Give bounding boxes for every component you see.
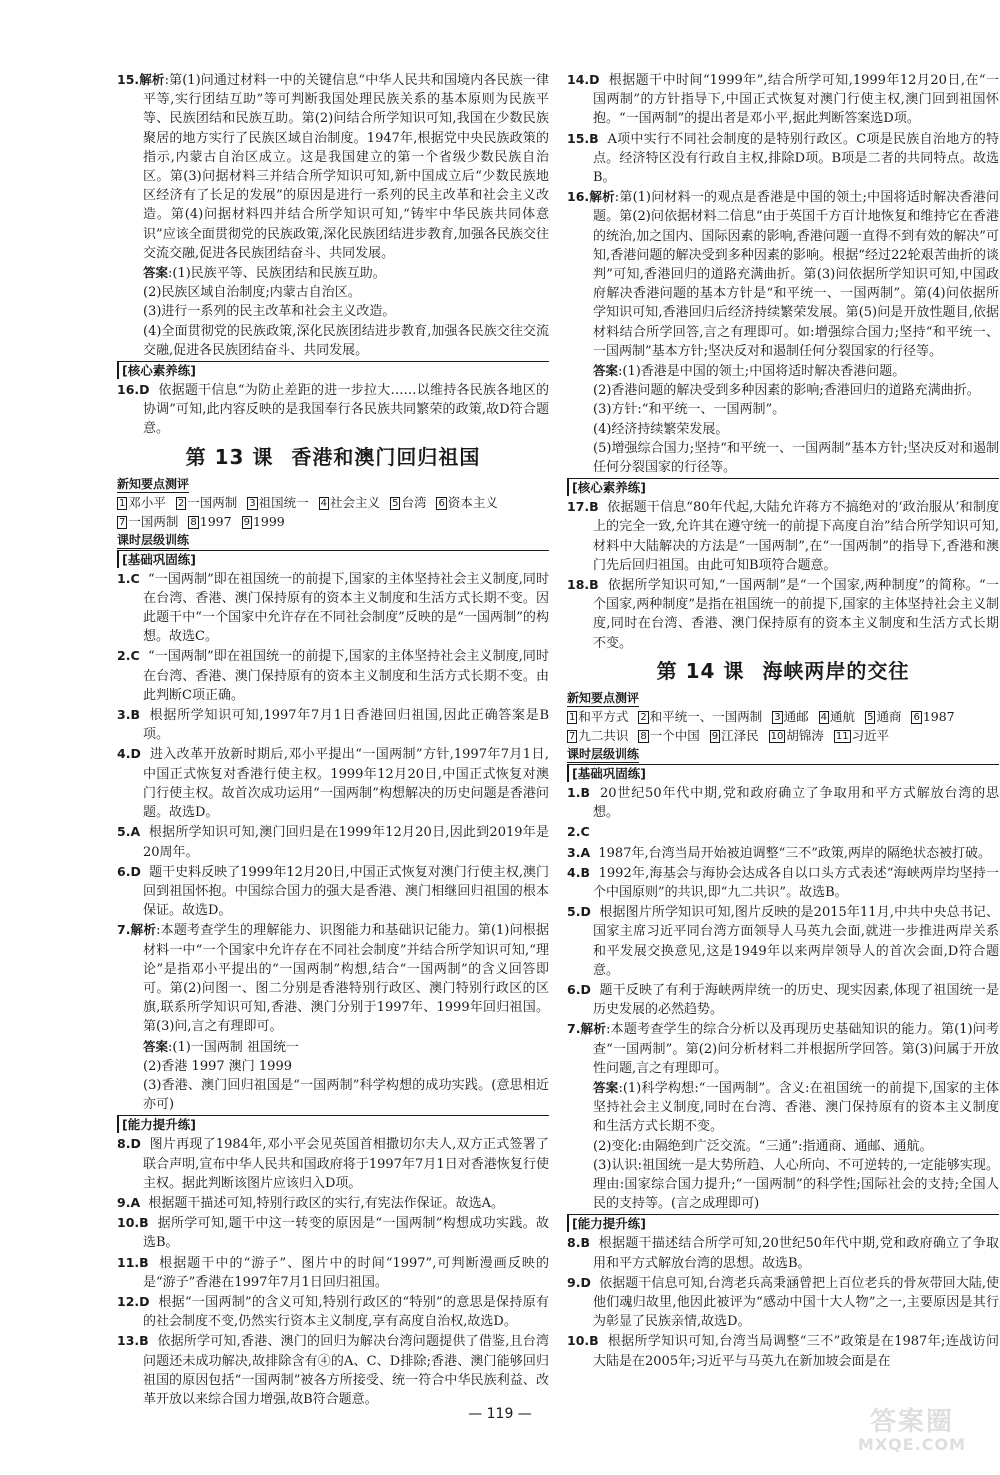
item-text: 根据图片所学知识可知,图片反映的是2015年11月,中共中央总书记、国家主席习近平同台湾方面领导人马英九会面,就进一步推进两岸关系和平发展交换意见,这是1949年以来两岸领导人的首次会面,D符合题意。 <box>593 905 999 978</box>
page-number: — 119 — <box>468 1406 532 1422</box>
fill-number-box: 1 <box>569 711 576 723</box>
answer-item <box>567 187 999 361</box>
fill-answer <box>390 493 426 512</box>
answer-item <box>117 705 549 744</box>
fill-number-box: 6 <box>438 497 445 509</box>
fill-text: 一国两制 <box>128 513 179 529</box>
watermark-url: MXQE.COM <box>857 1435 967 1454</box>
fill-text: 通商 <box>876 708 902 724</box>
fill-number-box: 3 <box>249 497 256 509</box>
item-number: 7. <box>567 1021 581 1037</box>
item-text: 根据所学知识可知,1997年7月1日香港回归祖国,因此正确答案是B项。 <box>143 708 549 743</box>
item-text: 1987年,台湾当局开始被迫调整“三不”政策,两岸的隔绝状态被打破。 <box>598 845 992 861</box>
item-number: 6.D <box>117 863 141 879</box>
answer-item <box>117 1193 549 1213</box>
fill-answer <box>834 726 889 745</box>
answer-line: (2)民族区域自治制度;内蒙古自治区。 <box>143 285 361 301</box>
answer-line: :(1)一国两制 祖国统一 <box>168 1039 299 1055</box>
answer-item <box>567 1331 999 1370</box>
item-text: 依据题干信息“为防止差距的进一步拉大……以维持各民族各地区的协调”可知,此内容反映的是我国奉行各民族共同繁荣的政策,故D符合题意。 <box>143 383 550 437</box>
answer-item <box>567 843 999 863</box>
answer-item <box>117 70 549 263</box>
answer-label: 答案 <box>143 265 169 281</box>
item-text: 进入改革开放新时期后,邓小平提出“一国两制”方针,1997年7月1日,中国正式恢复对香港行使主权。1999年12月20日,中国正式恢复对澳门行使主权。故首次成功运用“一国两制”构想解决的历史问题是香港问题。故选D。 <box>143 747 549 821</box>
answer-item <box>567 70 999 129</box>
fill-number-box: 10 <box>770 730 784 742</box>
item-text: 依据题干信息“80年代起,大陆允许蒋方不搞绝对的‘政治服从’和制度上的完全一致,允许其在遵守统一的前提下高度自治”结合所学知识可知,材料中大陆解决的方法是“一国两制”,在“一国两制”的指导下,香港和澳门先后回归祖国。由此可知B项符合题意。 <box>593 500 999 573</box>
training-heading: 课时层级训练 <box>567 746 640 761</box>
item-number: 10.B <box>567 1333 599 1349</box>
fill-answer <box>567 726 628 745</box>
fill-text: 社会主义 <box>330 494 381 510</box>
analysis-label: 解析 <box>580 1021 607 1037</box>
left-column <box>117 70 549 1409</box>
watermark-text: 答案圈 <box>869 1407 954 1437</box>
item-number: 3.A <box>567 844 591 860</box>
fill-number-box: 4 <box>820 711 828 723</box>
item-number: 1.B <box>567 784 590 800</box>
fill-answers-14 <box>567 707 999 745</box>
lesson-number: 第 13 课 <box>185 444 274 469</box>
fill-text: 一国两制 <box>187 494 238 510</box>
fill-number-box: 6 <box>913 711 920 723</box>
analysis-text: :本题考查学生的综合分析以及再现历史基础知识的能力。第(1)问考查“一国两制”。第(2)问分析材料二并根据所学回答。第(3)问属于开放性问题,言之有理即可。 <box>593 1022 999 1076</box>
answer-item <box>567 1233 999 1272</box>
item-text: 图片再现了1984年,邓小平会见英国首相撒切尔夫人,双方正式签署了联合声明,宣布中华人民共和国政府将于1997年7月1日对香港恢复行使主权。据此判断该图片应该归入D项。 <box>143 1137 550 1191</box>
fill-number-box: 7 <box>569 730 576 742</box>
section-tag-basic: [基础巩固练] <box>567 764 999 782</box>
answer-list <box>567 1233 999 1370</box>
answer-label: 答案 <box>593 1079 619 1095</box>
answer-block <box>117 1037 549 1057</box>
item-text: 根据题干中的“游子”、图片中的时间“1997”,可判断漫画反映的是“游子”香港在1997年7月1日回归祖国。 <box>143 1255 549 1290</box>
fill-answer <box>772 707 808 726</box>
lesson-name: 海峡两岸的交往 <box>762 658 910 683</box>
fill-text: 一个中国 <box>649 727 700 743</box>
item-number: 15.B <box>567 130 599 146</box>
item-text: 题干史料反映了1999年12月20日,中国正式恢复对澳门行使主权,澳门回到祖国怀抱。中国综合国力的强大是香港、澳门相继回归祖国的根本保证。故选D。 <box>143 864 549 919</box>
answer-list <box>567 497 999 653</box>
section-tag-core: [核心素养练] <box>567 478 999 496</box>
item-text: 依据所学知识可知,“一国两制”是“一个国家,两种制度”的简称。“一个国家,两种制度”是指在祖国统一的前提下,国家的主体坚持社会主义制度,同时在台湾、香港、澳门保持原有的资本主义制度和生活方式长期不变。 <box>593 578 999 651</box>
answer-line: :(1)民族平等、民族团结和民族互助。 <box>168 266 386 282</box>
item-text: 依据题干信息可知,台湾老兵高秉涵曾把上百位老兵的骨灰带回大陆,使他们魂归故里,他因此被评为“感动中国十大人物”之一,主要原因是其行为彰显了民族亲情,故选D。 <box>593 1275 1000 1330</box>
item-number: 13.B <box>117 1333 149 1349</box>
answer-label: 答案 <box>593 363 619 379</box>
answer-item <box>567 575 999 653</box>
section-tag-ability: [能力提升练] <box>567 1214 999 1232</box>
new-knowledge-heading: 新知要点测评 <box>567 690 640 705</box>
item-text: 根据题干中时间“1999年”,结合所学可知,1999年12月20日,在“一国两制”的方针指导下,中国正式恢复对澳门行使主权,澳门回到祖国怀抱。“一国两制”的提出者是邓小平,据此判断答案选D项。 <box>593 73 999 127</box>
answer-list <box>117 569 549 921</box>
answer-item <box>567 822 999 842</box>
fill-text: 邓小平 <box>128 494 166 510</box>
answer-item <box>567 863 999 902</box>
item-number: 16.D <box>117 382 150 398</box>
item-number: 5.A <box>117 824 141 840</box>
fill-answer <box>567 707 628 726</box>
section-tag-basic: [基础巩固练] <box>117 550 549 568</box>
fill-answer <box>819 707 855 726</box>
answer-line: (5)增强综合国力;坚持“和平统一、一国两制”基本方针;坚决反对和遏制任何分裂国家的行径等。 <box>593 440 999 476</box>
fill-number-box: 7 <box>119 516 126 528</box>
item-text: A项中实行不同社会制度的是特别行政区。C项是民族自治地方的特点。经济特区没有行政自主权,排除D项。B项是二者的共同特点。故选B。 <box>593 131 999 186</box>
fill-answer <box>710 726 759 745</box>
answer-item <box>567 980 999 1019</box>
fill-number-box: 5 <box>392 497 399 509</box>
item-text: 根据所学知识可知,澳门回归是在1999年12月20日,因此到2019年是20周年。 <box>143 825 549 860</box>
item-number: 1.C <box>117 570 140 586</box>
fill-text: 通邮 <box>783 708 809 724</box>
answer-item <box>117 1134 549 1193</box>
fill-text: 1999 <box>252 513 285 529</box>
answer-line: (2)香港 1997 澳门 1999 <box>143 1058 292 1074</box>
fill-answer <box>638 707 762 726</box>
analysis-text: :本题考查学生的理解能力、识图能力和基础识记能力。第(1)问根据材料一中“一个国家中允许存在不同社会制度”并结合所学知识可知,“理论”是指邓小平提出的“一国两制”构想,结合“一国两制”的含义回答即可。第(2)问图一、图二分别是香港特别行政区、澳门特别行政区的区旗,联系所学知识可知,香港、澳门分别于1997年、1999年回归祖国。第(3)问,言之有理即可。 <box>143 923 549 1035</box>
item-number: 16. <box>567 189 590 205</box>
answer-item <box>117 380 549 439</box>
fill-answer <box>319 493 380 512</box>
fill-number-box: 11 <box>835 730 849 742</box>
item-number: 12.D <box>117 1293 150 1309</box>
lesson-13-title <box>117 442 549 472</box>
answer-item <box>117 1331 549 1409</box>
fill-answer <box>247 493 308 512</box>
answer-item <box>567 129 999 188</box>
item-text: 据所学可知,题干中这一转变的原因是“一国两制”构想成功实践。故选B。 <box>143 1216 549 1251</box>
analysis-label: 解析 <box>130 922 157 938</box>
section-tag-ability: [能力提升练] <box>117 1115 549 1133</box>
fill-text: 和平方式 <box>578 708 629 724</box>
fill-text: 习近平 <box>851 727 890 743</box>
training-heading: 课时层级训练 <box>117 532 190 547</box>
item-number: 4.B <box>567 864 590 880</box>
answer-block <box>567 1078 999 1137</box>
fill-text: 台湾 <box>401 494 427 510</box>
item-number: 6.D <box>567 981 591 997</box>
answer-item <box>567 1019 999 1078</box>
answer-item <box>117 569 549 647</box>
answer-block <box>117 263 549 283</box>
item-number: 8.B <box>567 1235 590 1251</box>
item-text: “一国两制”即在祖国统一的前提下,国家的主体坚持社会主义制度,同时在台湾、香港、澳门保持原有的资本主义制度和生活方式长期不变。因此题干中“一个国家中允许存在不同社会制度”反映的是“一国两制”的构想。故选C。 <box>143 571 550 645</box>
answer-item <box>117 1253 549 1292</box>
analysis-label: 解析 <box>139 72 165 87</box>
fill-answer <box>242 512 285 531</box>
fill-number-box: 8 <box>640 730 647 742</box>
item-number: 15. <box>117 72 140 87</box>
item-text: 根据“一国两制”的含义可知,特别行政区的“特别”的意思是保持原有的社会制度不变,仍然实行资本主义制度,享有高度自治权,故选D。 <box>143 1294 550 1330</box>
fill-text: 胡锦涛 <box>786 727 824 743</box>
item-number: 9.D <box>567 1274 591 1290</box>
fill-answer <box>176 493 237 512</box>
fill-text: 和平统一、一国两制 <box>649 708 763 724</box>
answer-line: (2)香港问题的解决受到多种因素的影响;香港回归的道路充满曲折。 <box>593 383 980 399</box>
item-number: 9.A <box>117 1194 141 1210</box>
item-text: “一国两制”即在祖国统一的前提下,国家的主体坚持社会主义制度,同时在台湾、香港、澳门保持原有的资本主义制度和生活方式长期不变。由此判断C项正确。 <box>143 649 550 703</box>
item-number: 14.D <box>567 72 600 87</box>
fill-number-box: 4 <box>320 497 328 509</box>
answer-item <box>567 902 999 980</box>
fill-number-box: 2 <box>640 711 647 723</box>
item-number: 17.B <box>567 499 599 515</box>
item-number: 4.D <box>117 746 141 762</box>
answer-item <box>567 497 999 575</box>
fill-text: 九二共识 <box>578 727 629 743</box>
lesson-name: 香港和澳门回归祖国 <box>291 444 481 469</box>
answer-line: (3)方针:“和平统一、一国两制”。 <box>593 402 786 418</box>
fill-text: 祖国统一 <box>258 494 309 510</box>
answer-line: :(1)科学构想:“一国两制”。含义:在祖国统一的前提下,国家的主体坚持社会主义制度,同时在台湾、香港、澳门保持原有的资本主义制度和生活方式长期不变。 <box>593 1080 999 1135</box>
answer-item <box>567 1273 999 1332</box>
answer-line: (2)变化:由隔绝到广泛交流。“三通”:指通商、通邮、通航。 <box>593 1138 933 1154</box>
lesson-number: 第 14 课 <box>656 658 745 683</box>
analysis-text: :第(1)问材料一的观点是香港是中国的领土;中国将适时解决香港问题。第(2)问依据材料二信息“由于英国千方百计地恢复和维持它在香港的统治,加之国内、国际因素的影响,香港问题一直得不到有效的解决”可知,香港问题的解决受到多种因素的影响。根据“经过22轮艰苦曲折的谈判”可知,香港回归的道路充满曲折。第(3)问依据所学知识可知,中国政府解决香港问题的基本方针是“和平统一、一国两制”。第(4)问依据所学知识可知,香港回归后经济持续繁荣发展。第(5)问是开放性题目,依据材料结合所学回答,言之有理即可。如:增强综合国力;坚持“和平统一、一国两制”基本方针;坚决反对和遏制任何分裂国家的行径等。 <box>593 190 999 359</box>
item-text: 题干反映了有利于海峡两岸统一的历史、现实因素,体现了祖国统一是历史发展的必然趋势。 <box>593 982 999 1018</box>
item-text: 20世纪50年代中期,党和政府确立了争取用和平方式解放台湾的思想。 <box>593 785 999 821</box>
answer-line: (4)经济持续繁荣发展。 <box>593 421 729 437</box>
fill-text: 资本主义 <box>447 494 498 510</box>
item-text: 1992年,海基会与海协会达成各自以口头方式表述“海峡两岸均坚持一个中国原则”的共识,即“九二共识”。故选B。 <box>593 865 999 900</box>
fill-text: 通航 <box>830 708 856 724</box>
fill-number-box: 3 <box>774 711 781 723</box>
item-number: 7. <box>117 922 131 938</box>
lesson-14-title <box>567 656 999 686</box>
right-column <box>567 70 999 1371</box>
fill-number-box: 5 <box>867 711 874 723</box>
answer-item <box>117 822 549 861</box>
fill-answer <box>117 512 178 531</box>
item-number: 11.B <box>117 1254 149 1270</box>
fill-text: 1997 <box>199 513 232 529</box>
fill-number-box: 8 <box>190 516 197 528</box>
answer-item <box>117 1213 549 1252</box>
answer-list <box>567 783 999 1019</box>
answer-block <box>567 361 999 381</box>
fill-answers-13 <box>117 493 549 531</box>
new-knowledge-heading: 新知要点测评 <box>117 476 190 491</box>
item-number: 5.D <box>567 904 591 920</box>
fill-number-box: 2 <box>177 497 185 509</box>
fill-text: 1987 <box>922 708 955 724</box>
item-number: 10.B <box>117 1215 149 1231</box>
item-text: 根据题干描述结合所学可知,20世纪50年代中期,党和政府确立了争取用和平方式解放台湾的思想。故选B。 <box>593 1236 999 1271</box>
item-number: 18.B <box>567 577 599 593</box>
fill-answer <box>911 707 954 726</box>
analysis-label: 解析 <box>589 189 615 205</box>
item-number: 2.C <box>117 648 140 664</box>
answer-item <box>117 744 549 822</box>
answer-line: (4)全面贯彻党的民族政策,深化民族团结进步教育,加强各民族交往交流交融,促进各民族团结奋斗、共同发展。 <box>143 323 549 358</box>
answer-line: (3)香港、澳门回归祖国是“一国两制”科学构想的成功实践。(意思相近亦可) <box>143 1077 549 1113</box>
answer-label: 答案 <box>143 1038 169 1054</box>
answer-list <box>117 1134 549 1409</box>
fill-answer <box>436 493 497 512</box>
answer-line: (3)进行一系列的民主改革和社会主义改造。 <box>143 304 396 320</box>
answer-item <box>567 783 999 822</box>
item-number: 3.B <box>117 707 140 723</box>
fill-text: 江泽民 <box>721 727 759 743</box>
item-text: 根据所学知识可知,台湾当局调整“三不”政策是在1987年;连战访问大陆是在2005年;习近平与马英九在新加坡会面是在 <box>593 1334 1000 1369</box>
fill-answer <box>638 726 699 745</box>
answer-item <box>117 862 549 921</box>
analysis-text: :第(1)问通过材料一中的关键信息“中华人民共和国境内各民族一律平等,实行团结互助”等可判断我国处理民族关系的基本原则为民族平等、民族团结和民族互助。第(2)问结合所学知识可知,我国在少数民族聚居的地方实行了民族区域自治制度。1947年,根据党中央民族政策的指示,内蒙古自治区成立。这是我国建立的第一个省级少数民族自治区。第(3)问据材料三并结合所学知识可知,新中国成立后“少数民族地区经济有了长足的发展”的原因是进行一系列的民主改革和社会主义改造。第(4)问据材料四并结合所学知识可知,“铸牢中华民族共同体意识”应该全面贯彻党的民族政策,深化民族团结进步教育,加强各民族交往交流交融,促进各民族团结奋斗、共同发展。 <box>143 73 549 261</box>
answer-line: :(1)香港是中国的领土;中国将适时解决香港问题。 <box>618 364 906 380</box>
fill-number-box: 9 <box>243 516 250 528</box>
watermark-logo <box>852 1401 972 1459</box>
item-text: 根据题干描述可知,特别行政区的实行,有宪法作保证。故选A。 <box>148 1195 505 1211</box>
fill-answer <box>769 726 824 745</box>
item-number: 2.C <box>567 824 590 840</box>
answer-item <box>117 1292 549 1331</box>
item-number: 8.D <box>117 1136 141 1152</box>
answer-line: (3)认识:祖国统一是大势所趋、人心所向、不可逆转的,一定能够实现。理由:国家综合国力提升;“一国两制”的科学性;国际社会的支持;全国人民的支持等。(言之成理即可) <box>593 1157 999 1212</box>
fill-answer <box>117 493 166 512</box>
item-text: 依据所学可知,香港、澳门的回归为解决台湾问题提供了借鉴,且台湾问题还未成功解决,故排除含有④的A、C、D排除;香港、澳门能够回归祖国的原因包括“一国两制”被各方所接受、统一符合中华民族利益、改革开放以来综合国力增强,故B符合题意。 <box>143 1334 550 1407</box>
fill-number-box: 9 <box>711 730 719 742</box>
section-tag-core: [核心素养练] <box>117 361 549 379</box>
answer-item <box>117 646 549 705</box>
fill-answer <box>188 512 231 531</box>
fill-number-box: 1 <box>119 497 126 509</box>
answer-list <box>567 70 999 187</box>
answer-item <box>117 920 549 1036</box>
fill-answer <box>865 707 901 726</box>
